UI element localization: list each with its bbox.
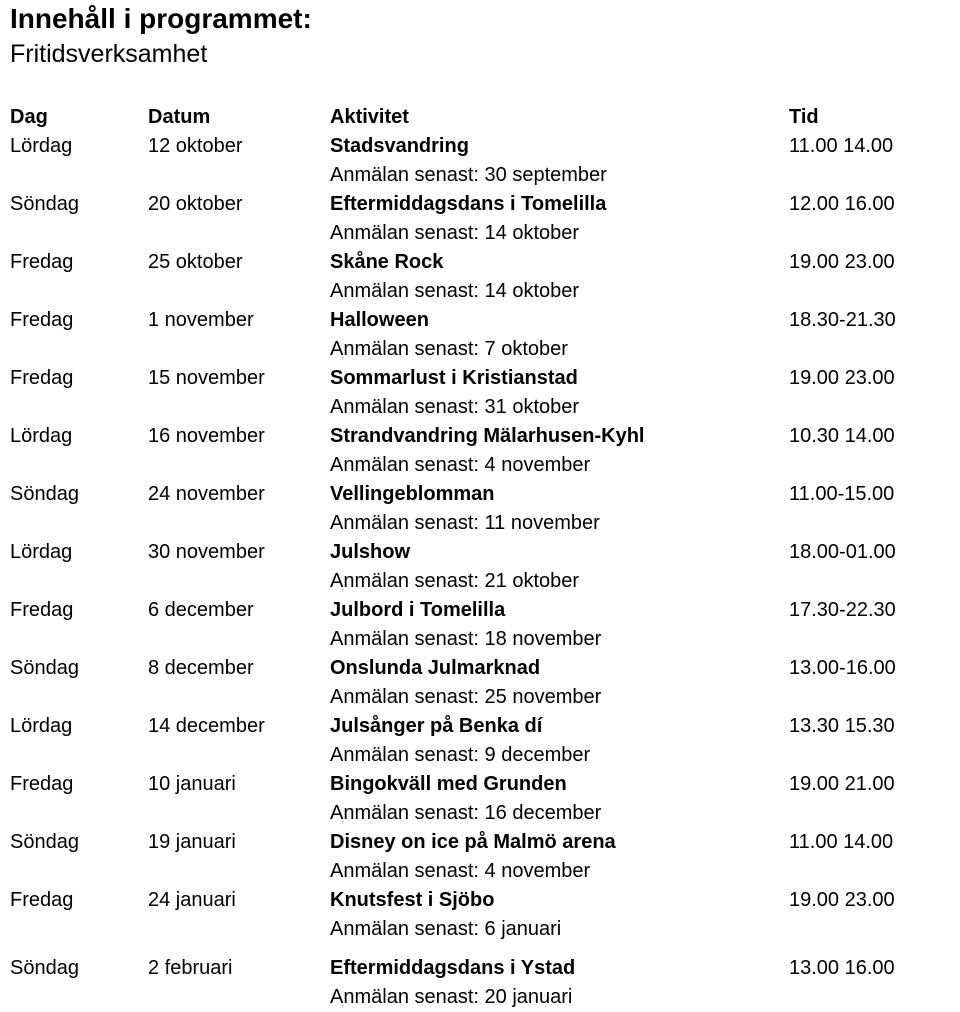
event-deadline: Anmälan senast: 25 november bbox=[330, 686, 602, 708]
table-row bbox=[0, 422, 960, 480]
event-date: 1 november bbox=[148, 309, 254, 331]
event-date: 10 januari bbox=[148, 773, 236, 795]
event-date: 20 oktober bbox=[148, 193, 243, 215]
event-date: 15 november bbox=[148, 367, 265, 389]
event-activity: Eftermiddagsdans i Ystad bbox=[330, 957, 576, 979]
event-date: 8 december bbox=[148, 657, 254, 679]
event-day: Lördag bbox=[10, 715, 73, 737]
event-deadline: Anmälan senast: 6 januari bbox=[330, 918, 562, 940]
page-title: Innehåll i programmet: bbox=[10, 3, 312, 34]
event-day: Söndag bbox=[10, 831, 79, 853]
event-time: 13.30 15.30 bbox=[789, 715, 895, 737]
event-deadline: Anmälan senast: 30 september bbox=[330, 164, 607, 186]
event-deadline: Anmälan senast: 4 november bbox=[330, 454, 591, 476]
event-activity: Strandvandring Mälarhusen-Kyhl bbox=[330, 425, 645, 447]
header-activity: Aktivitet bbox=[330, 106, 409, 128]
event-activity: Sommarlust i Kristianstad bbox=[330, 367, 578, 389]
event-day: Fredag bbox=[10, 773, 74, 795]
event-time: 10.30 14.00 bbox=[789, 425, 895, 447]
event-deadline: Anmälan senast: 20 januari bbox=[330, 986, 573, 1008]
table-row bbox=[0, 954, 960, 1012]
table-row bbox=[0, 306, 960, 364]
event-activity: Bingokväll med Grunden bbox=[330, 773, 567, 795]
event-deadline: Anmälan senast: 11 november bbox=[330, 512, 600, 534]
table-row bbox=[0, 770, 960, 828]
event-date: 19 januari bbox=[148, 831, 236, 853]
event-deadline: Anmälan senast: 21 oktober bbox=[330, 570, 580, 592]
event-time: 13.00-16.00 bbox=[789, 657, 896, 679]
event-day: Fredag bbox=[10, 251, 74, 273]
event-deadline: Anmälan senast: 18 november bbox=[330, 628, 602, 650]
table-body bbox=[0, 132, 960, 1012]
schedule-table bbox=[0, 102, 960, 1012]
event-day: Fredag bbox=[10, 309, 74, 331]
event-date: 6 december bbox=[148, 599, 254, 621]
table-row bbox=[0, 596, 960, 654]
table-row bbox=[0, 712, 960, 770]
event-date: 24 november bbox=[148, 483, 265, 505]
event-date: 14 december bbox=[148, 715, 265, 737]
event-day: Fredag bbox=[10, 367, 74, 389]
event-activity: Julbord i Tomelilla bbox=[330, 599, 506, 621]
event-time: 13.00 16.00 bbox=[789, 957, 895, 979]
event-deadline: Anmälan senast: 4 november bbox=[330, 860, 591, 882]
event-time: 18.30-21.30 bbox=[789, 309, 896, 331]
event-day: Söndag bbox=[10, 657, 79, 679]
event-activity: Julsånger på Benka dí bbox=[330, 715, 543, 737]
event-deadline: Anmälan senast: 7 oktober bbox=[330, 338, 568, 360]
event-date: 30 november bbox=[148, 541, 265, 563]
header-date: Datum bbox=[148, 106, 211, 128]
event-date: 2 februari bbox=[148, 957, 233, 979]
event-date: 25 oktober bbox=[148, 251, 243, 273]
table-row bbox=[0, 828, 960, 886]
event-day: Lördag bbox=[10, 425, 73, 447]
event-deadline: Anmälan senast: 31 oktober bbox=[330, 396, 580, 418]
event-day: Lördag bbox=[10, 135, 73, 157]
event-day: Söndag bbox=[10, 483, 79, 505]
table-row bbox=[0, 886, 960, 944]
event-day: Fredag bbox=[10, 889, 74, 911]
event-day: Söndag bbox=[10, 193, 79, 215]
event-time: 19.00 23.00 bbox=[789, 251, 895, 273]
event-activity: Julshow bbox=[330, 541, 411, 563]
event-activity: Skåne Rock bbox=[330, 251, 444, 273]
event-activity: Disney on ice på Malmö arena bbox=[330, 831, 616, 853]
event-day: Fredag bbox=[10, 599, 74, 621]
event-time: 19.00 23.00 bbox=[789, 367, 895, 389]
event-time: 19.00 23.00 bbox=[789, 889, 895, 911]
event-time: 11.00 14.00 bbox=[789, 135, 894, 157]
event-time: 19.00 21.00 bbox=[789, 773, 895, 795]
page-subtitle: Fritidsverksamhet bbox=[10, 40, 208, 68]
table-row bbox=[0, 480, 960, 538]
event-activity: Halloween bbox=[330, 309, 429, 331]
table-row bbox=[0, 654, 960, 712]
event-time: 11.00 14.00 bbox=[789, 831, 894, 853]
header-day: Dag bbox=[10, 106, 48, 128]
table-row bbox=[0, 132, 960, 190]
event-time: 12.00 16.00 bbox=[789, 193, 895, 215]
event-day: Lördag bbox=[10, 541, 73, 563]
table-header-row bbox=[0, 102, 960, 132]
event-date: 24 januari bbox=[148, 889, 236, 911]
table-row bbox=[0, 364, 960, 422]
event-activity: Eftermiddagsdans i Tomelilla bbox=[330, 193, 607, 215]
event-deadline: Anmälan senast: 16 december bbox=[330, 802, 602, 824]
event-deadline: Anmälan senast: 9 december bbox=[330, 744, 591, 766]
table-row bbox=[0, 538, 960, 596]
event-day: Söndag bbox=[10, 957, 79, 979]
event-activity: Stadsvandring bbox=[330, 135, 469, 157]
event-activity: Onslunda Julmarknad bbox=[330, 657, 541, 679]
event-time: 18.00-01.00 bbox=[789, 541, 896, 563]
event-deadline: Anmälan senast: 14 oktober bbox=[330, 280, 580, 302]
event-time: 11.00-15.00 bbox=[789, 483, 895, 505]
table-row bbox=[0, 248, 960, 306]
event-deadline: Anmälan senast: 14 oktober bbox=[330, 222, 580, 244]
event-time: 17.30-22.30 bbox=[789, 599, 896, 621]
header-time: Tid bbox=[789, 106, 819, 128]
event-activity: Knutsfest i Sjöbo bbox=[330, 889, 495, 911]
table-row bbox=[0, 190, 960, 248]
event-date: 16 november bbox=[148, 425, 265, 447]
event-date: 12 oktober bbox=[148, 135, 243, 157]
event-activity: Vellingeblomman bbox=[330, 483, 495, 505]
